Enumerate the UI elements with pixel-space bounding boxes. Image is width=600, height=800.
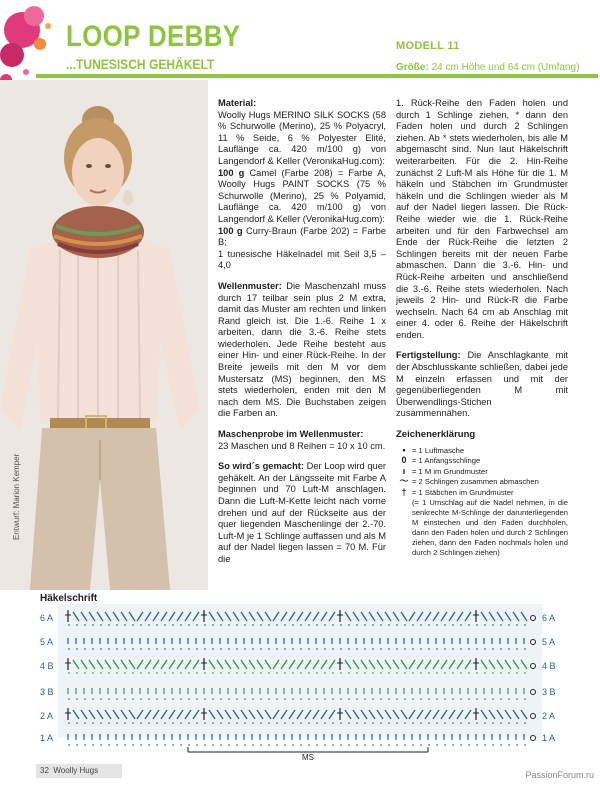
legend-item: 0 = 1 Anfangsschlinge [396, 456, 568, 466]
fertigstellung-text: Die Anschlagkante mit der Abschlusskante schließen, dabei jede M einzeln erfassen und mit der gegenüberliegenden M mit Überwendlings-Stichen zusammennähen. [396, 350, 568, 419]
model-photo [0, 80, 208, 590]
material-amount-a: 100 g [218, 167, 245, 178]
chain-stitch-icon: • [402, 444, 406, 455]
fertigstellung-section [396, 350, 568, 420]
two-loops-together-icon: 〜 [399, 476, 409, 487]
maschenprobe-section [218, 429, 386, 452]
text-column-left [218, 98, 386, 575]
legend-item: ı = 1 M im Grundmuster [396, 467, 568, 477]
anleitung-section [218, 461, 386, 565]
anleitung-text: Der Loop wird quer gehäkelt. An der Längsseite mit Farbe A beginnen und 70 Luft-M anschlagen. Dann die Luft-M-Kette leicht nach vorne drehen und auf der Rückseite aus der quer liegenden Maschenlinge der 2.-70. Luft-M je 1 Schlinge auffassen und als M auf der Nadel liegen lassen = 70 M. Für die [218, 461, 386, 564]
row-label-right: 5 A [542, 637, 556, 647]
size-label: Größe: [396, 62, 429, 73]
material-heading: Material: [218, 98, 257, 108]
size-value: 24 cm Höhe und 64 cm (Umfang) [431, 62, 580, 73]
anleitung-continued: 1. Rück-Reihe den Faden holen und durch 1 Schlinge ziehen, * dann den Faden holen und durch 2 Schlingen ziehen. Ab * stets wiederholen, bis alle M abgemascht sind. Nun laut Häkelschrift weiterarbeiten. Für die 2. Hin-Reihe zunächst 2 Luft-M als Höhe für die 1. M häkeln und Stäbchen im Grundmuster häkeln und die Schlingen wieder als M auf der Nadel liegen lassen. Die Rück-Reihe wieder wie die 1. Rück-Reihe arbeiten und für den Farbwechsel am Ende der Rück-Reihe die letzten 2 Schlingen bereits mit der neuen Farbe abmaschen. Dann die 3.-6. Hin- und Rück-Reihe arbeiten und anschließend die 3.-6. Reihe stets wiederholen. Nach jeweils 2 Hin- und Rück-R die Farbe wechseln. Nach 64 cm ab Anschlag mit einer 4. oder 6. Reihe der Häkelschrift enden. [396, 98, 568, 340]
material-text-2: Camel (Farbe 208) = Farbe A, Woolly Hugs PAINT SOCKS (75 % Schurwolle (Merino), 25 % Polyamid, Lauflänge ca. 420 m/100 g) von Langendorf & Keller (VeronikaHug.com): [218, 167, 386, 224]
material-section [218, 98, 386, 272]
chart-background [58, 604, 542, 738]
start-loop-icon: 0 [401, 455, 407, 466]
title-rule [36, 74, 598, 78]
row-label-left: 2 A [40, 711, 54, 721]
page-title: LOOP DEBBY [66, 20, 241, 53]
page-number: 32 [40, 766, 49, 775]
page-subtitle: ...TUNESISCH GEHÄKELT [66, 56, 215, 72]
row-label-right: 1 A [542, 733, 556, 743]
size-info [396, 62, 579, 73]
row-label-right: 2 A [542, 711, 556, 721]
row-label-left: 6 A [40, 613, 54, 623]
model-number: MODELL 11 [396, 40, 460, 52]
row-label-left: 1 A [40, 733, 54, 743]
material-text-3: Curry-Braun (Farbe 202) = Farbe B; [218, 225, 386, 248]
material-amount-b: 100 g [218, 225, 243, 236]
double-crochet-icon: † [401, 486, 407, 497]
fertigstellung-heading: Fertigstellung: [396, 350, 461, 361]
wellenmuster-heading: Wellenmuster: [218, 280, 282, 291]
legend-item: † = 1 Stäbchen im Grundmuster [396, 488, 568, 498]
row-label-left: 5 A [40, 637, 54, 647]
legend-item: • = 1 Luftmasche [396, 446, 568, 456]
maschenprobe-text: 23 Maschen und 8 Reihen = 10 x 10 cm. [218, 440, 386, 451]
legend-list [396, 446, 568, 559]
page-footer [36, 764, 122, 778]
wellenmuster-text: Die Maschenzahl muss durch 17 teilbar sein plus 2 M extra, damit das Muster am rechten und linken Rand gleich ist. Die 1.-6. Reihe 1 x arbeiten, dann die 3.-6. Reihe stets wiederholen. Jede Reihe besteht aus einer Hin- und einer Rück-Reihe. In der Breite jeweils mit den M vor dem Mustersatz (MS) beginnen, den MS stets wiederholen, enden mit den M nach dem MS. Die Buchstaben zeigen die Farben an. [218, 280, 386, 419]
magazine-name: Woolly Hugs [53, 766, 99, 775]
row-label-right: 6 A [542, 613, 556, 623]
watermark: PassionForum.ru [525, 770, 594, 780]
legend-note: (= 1 Umschlag auf die Nadel nehmen, in die senkrechte M-Schlinge der darunterliegenden M einstechen und den Faden durchholen, dann den Faden holen und durch 2 Schlingen ziehen, dann den Faden nochmals holen und durch 2 Schlingen ziehen) [412, 498, 568, 558]
row-label-left: 4 B [40, 661, 54, 671]
wellenmuster-section [218, 281, 386, 420]
basic-stitch-icon: ı [402, 465, 406, 476]
material-text-4: 1 tunesische Häkelnadel mit Seil 3,5 – 4,0 [218, 248, 386, 271]
crochet-chart [0, 604, 600, 762]
legend-item: 〜 = 2 Schlingen zusammen abmaschen [396, 477, 568, 487]
legend-heading: Zeichenerklärung [396, 429, 476, 441]
row-label-right: 3 B [542, 687, 556, 697]
ms-label: MS [302, 753, 314, 762]
chart-label: Häkelschrift [40, 593, 98, 604]
maschenprobe-heading: Maschenprobe im Wellenmuster: [218, 429, 364, 440]
photo-credit: Entwurf: Marion Kemper [12, 453, 21, 540]
text-column-right [396, 98, 568, 558]
material-text-1: Woolly Hugs MERINO SILK SOCKS (58 % Schurwolle (Merino), 25 % Polyacryl, 11 % Seide, 6 % Polyester Elité, Lauflänge ca. 420 m/100 g) von Langendorf & Keller (VeronikaHug.com): [218, 109, 386, 166]
row-label-left: 3 B [40, 687, 54, 697]
row-label-right: 4 B [542, 661, 556, 671]
anleitung-heading: So wird´s gemacht: [218, 461, 304, 472]
